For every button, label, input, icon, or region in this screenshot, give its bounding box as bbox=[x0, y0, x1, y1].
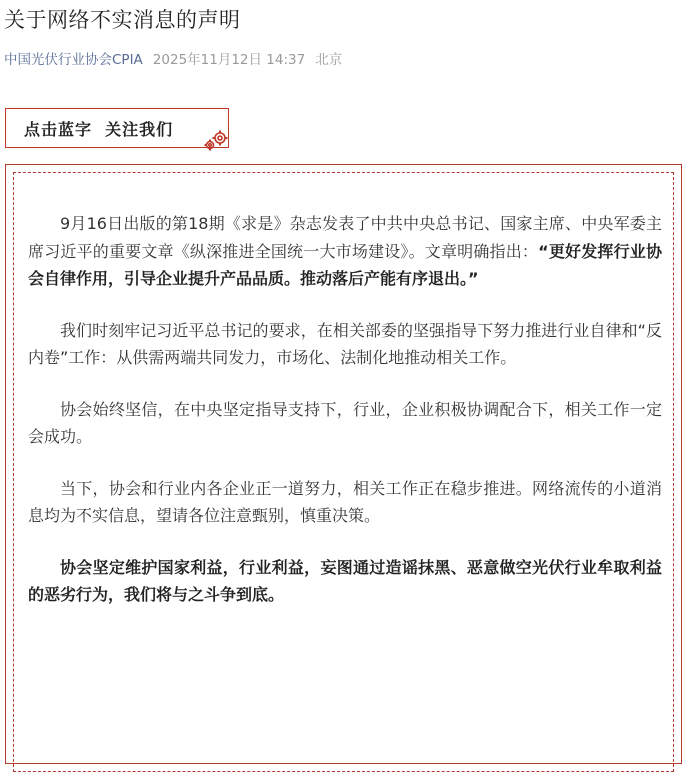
paragraph-1 bbox=[28, 210, 662, 293]
article-meta bbox=[4, 48, 342, 68]
paragraph-5 bbox=[28, 554, 662, 609]
article-title: 关于网络不实消息的声明 bbox=[4, 8, 241, 32]
paragraph-3: 协会始终坚信，在中央坚定指导支持下，行业，企业积极协调配合下，相关工作一定会成功。 bbox=[28, 399, 662, 446]
gear-icon bbox=[202, 128, 232, 154]
article-body bbox=[28, 210, 662, 633]
paragraph-4: 当下，协会和行业内各企业正一道努力，相关工作正在稳步推进。网络流传的小道消息均为不实信息，望请各位注意甄别，慎重决策。 bbox=[28, 478, 662, 525]
follow-us-text: 点击蓝字 关注我们 bbox=[24, 120, 174, 139]
publish-location: 北京 bbox=[315, 52, 343, 68]
paragraph-5-bold: 协会坚定维护国家利益，行业利益，妄图通过造谣抹黑、恶意做空光伏行业牟取利益的恶劣行为，我们将与之斗争到底。 bbox=[28, 557, 662, 604]
paragraph-1-text: 9月16日出版的第18期《求是》杂志发表了中共中央总书记、国家主席、中央军委主席习近平的重要文章《纵深推进全国统一大市场建设》。文章明确指出： bbox=[28, 214, 662, 261]
paragraph-1-quote: “更好发挥行业协会自律作用，引导企业提升产品品质。推动落后产能有序退出。” bbox=[28, 241, 662, 288]
follow-us-banner[interactable] bbox=[5, 108, 229, 148]
paragraph-2: 我们时刻牢记习近平总书记的要求，在相关部委的坚强指导下努力推进行业自律和“反内卷”工作：从供需两端共同发力，市场化、法制化地推动相关工作。 bbox=[28, 320, 662, 367]
publish-datetime: 2025年11月12日 14:37 bbox=[152, 52, 306, 68]
source-account-link[interactable]: 中国光伏行业协会CPIA bbox=[4, 52, 143, 68]
